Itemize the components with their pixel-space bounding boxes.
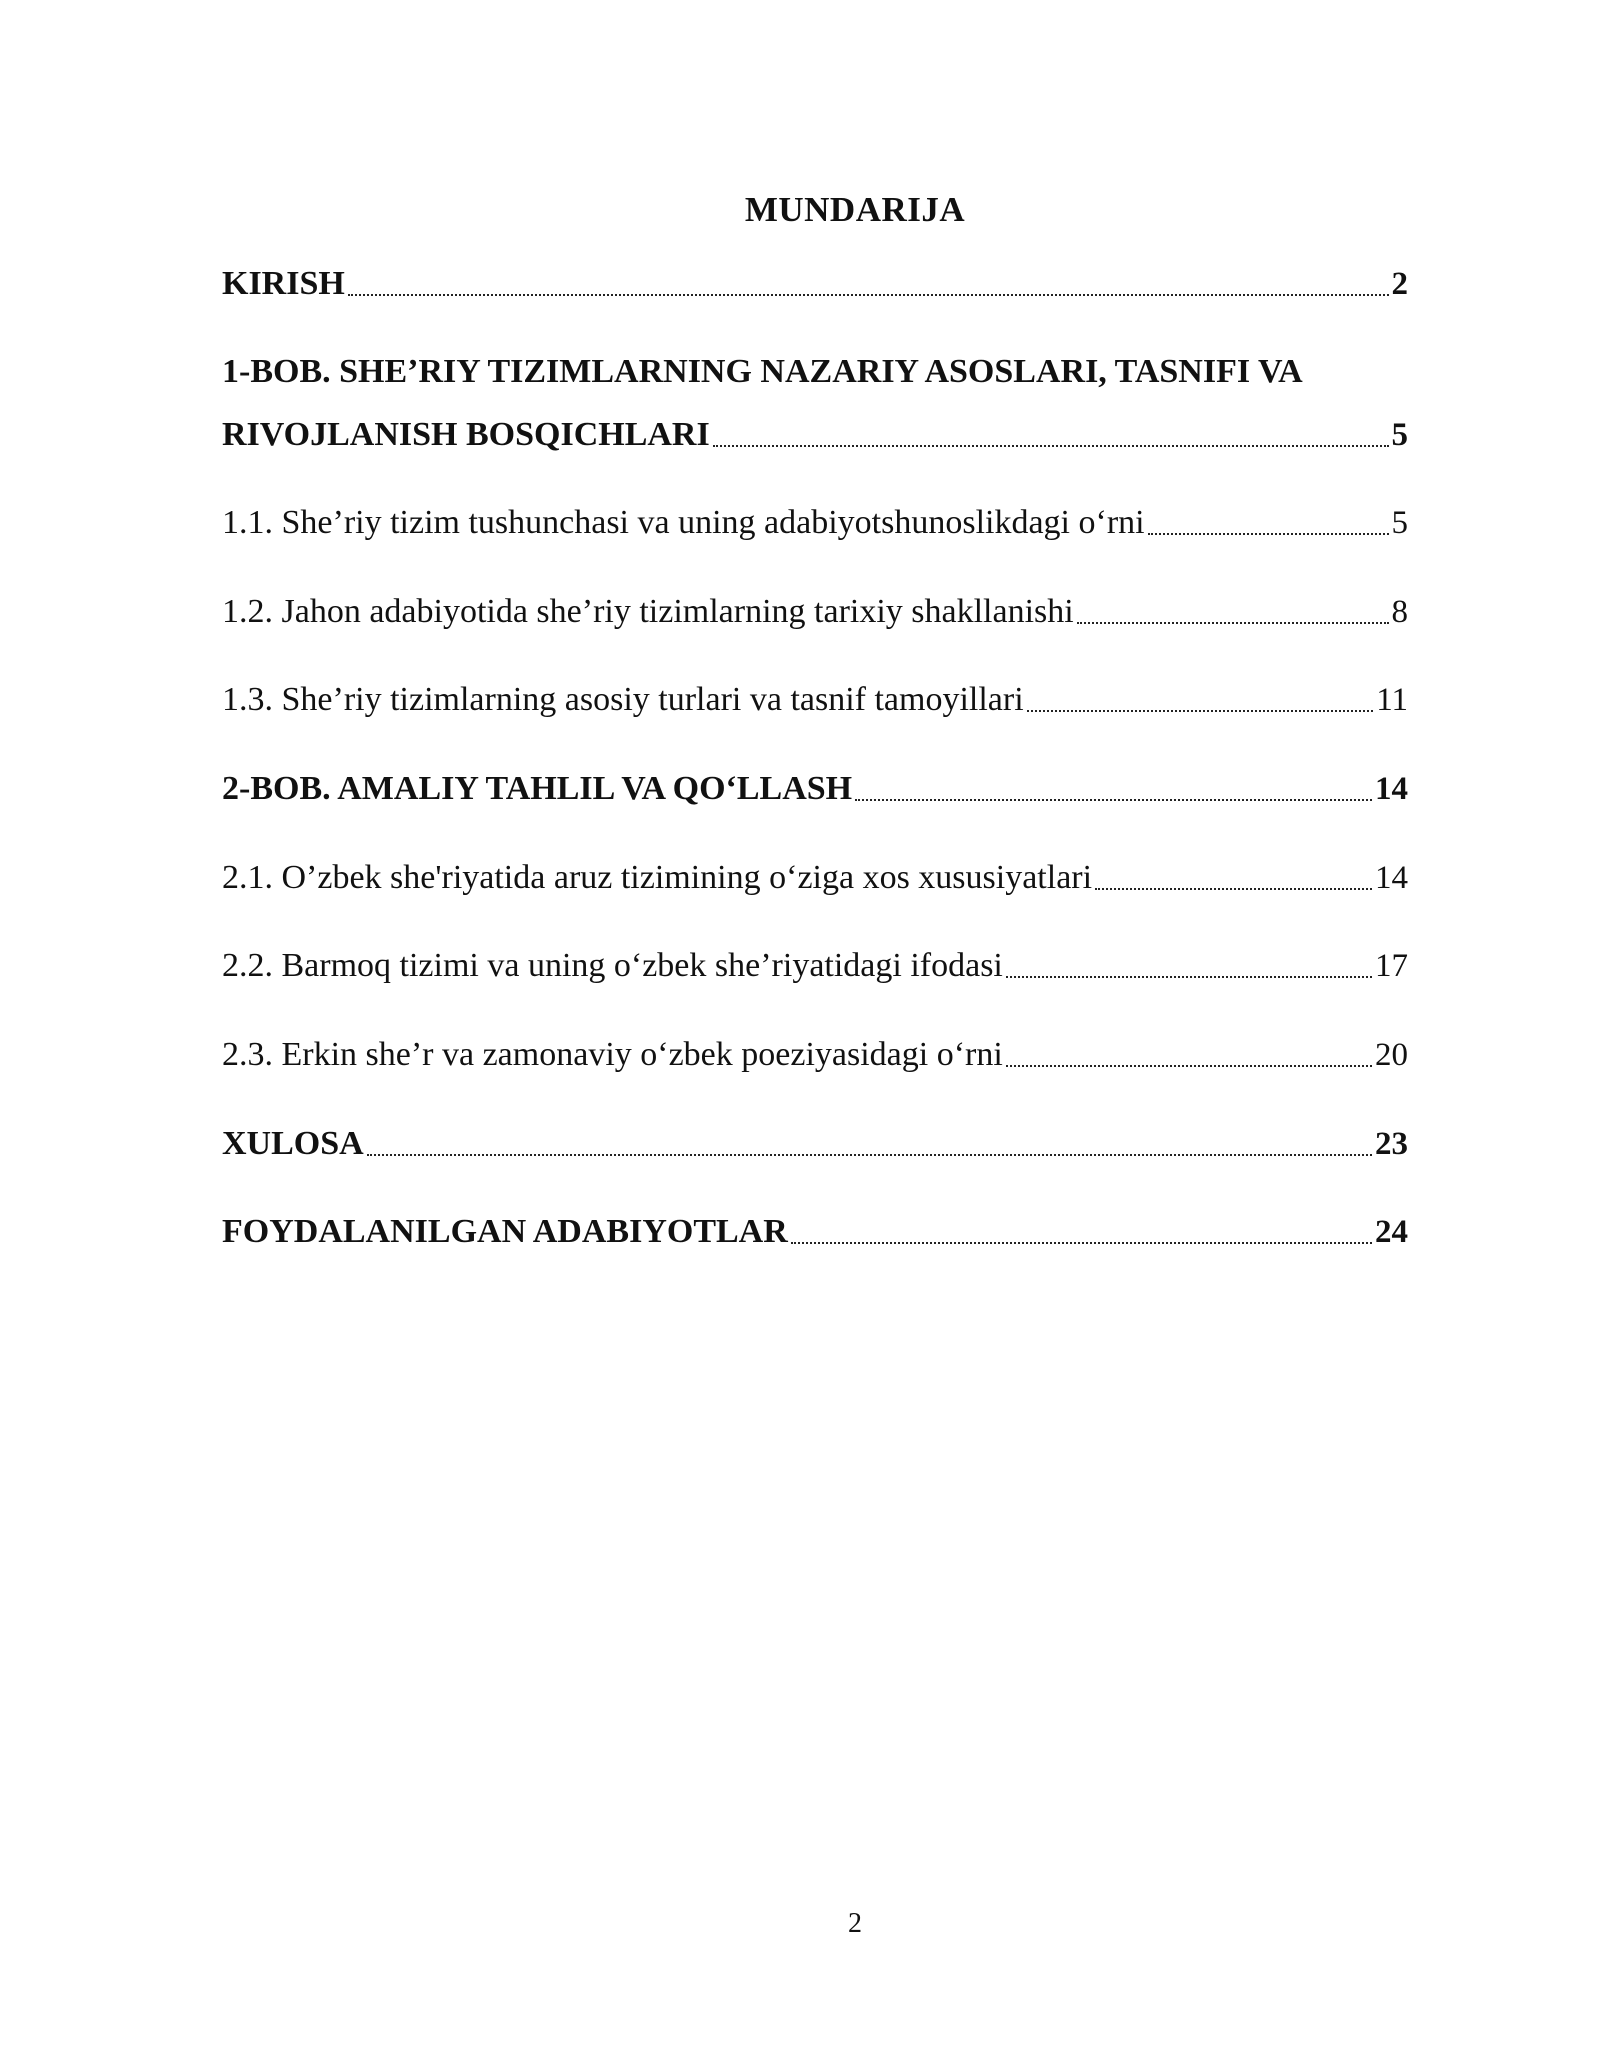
dot-leader xyxy=(1148,533,1389,535)
toc-entry-label: 2-BOB. AMALIY TAHLIL VA QO‘LLASH xyxy=(222,770,853,807)
toc-page-number: 14 xyxy=(1375,860,1408,896)
toc-entry-chapter2[interactable] xyxy=(222,767,1408,811)
toc-page-number: 23 xyxy=(1375,1126,1408,1162)
toc-entry-section-1-3[interactable] xyxy=(222,678,1408,722)
page-number-footer: 2 xyxy=(848,1908,862,1939)
dot-leader xyxy=(1077,622,1389,624)
table-of-contents xyxy=(222,262,1408,1254)
toc-entry-chapter1[interactable] xyxy=(222,350,1408,457)
toc-entry-label: 1.1. She’riy tizim tushunchasi va uning adabiyotshunoslikdagi o‘rni xyxy=(222,504,1145,541)
dot-leader xyxy=(791,1242,1372,1244)
toc-entry-section-1-2[interactable] xyxy=(222,590,1408,634)
dot-leader xyxy=(367,1154,1372,1156)
toc-entry-section-2-1[interactable] xyxy=(222,856,1408,900)
dot-leader xyxy=(713,445,1389,447)
toc-page-number: 5 xyxy=(1391,417,1408,453)
toc-entry-label: 1.3. She’riy tizimlarning asosiy turlari va tasnif tamoyillari xyxy=(222,681,1024,718)
toc-page-number: 11 xyxy=(1376,682,1408,718)
dot-leader xyxy=(348,294,1389,296)
toc-entry-label: 2.2. Barmoq tizimi va uning o‘zbek she’riyatidagi ifodasi xyxy=(222,947,1003,984)
toc-entry-label: KIRISH xyxy=(222,265,345,302)
dot-leader xyxy=(1006,1065,1372,1067)
dot-leader xyxy=(1006,976,1372,978)
toc-entry-label-line1: 1-BOB. SHE’RIY TIZIMLARNING NAZARIY ASOSLARI, TASNIFI VA xyxy=(222,353,1303,390)
toc-entry-kirish[interactable] xyxy=(222,262,1408,306)
toc-entry-label: 1.2. Jahon adabiyotida she’riy tizimlarning tarixiy shakllanishi xyxy=(222,593,1074,630)
toc-page-number: 20 xyxy=(1375,1037,1408,1073)
toc-entry-xulosa[interactable] xyxy=(222,1122,1408,1166)
toc-entry-label: FOYDALANILGAN ADABIYOTLAR xyxy=(222,1213,788,1250)
toc-page-number: 14 xyxy=(1375,771,1408,807)
toc-entry-chapter1-line2 xyxy=(222,413,1408,457)
toc-entry-section-2-2[interactable] xyxy=(222,944,1408,988)
dot-leader xyxy=(1027,710,1374,712)
dot-leader xyxy=(1095,888,1372,890)
dot-leader xyxy=(855,799,1372,801)
toc-entry-label-line2: RIVOJLANISH BOSQICHLARI xyxy=(222,416,710,453)
toc-page-number: 2 xyxy=(1391,266,1408,302)
toc-page-number: 17 xyxy=(1375,948,1408,984)
toc-page-number: 24 xyxy=(1375,1214,1408,1250)
toc-entry-section-2-3[interactable] xyxy=(222,1033,1408,1077)
toc-entry-label: 2.1. O’zbek she'riyatida aruz tizimining o‘ziga xos xususiyatlari xyxy=(222,859,1093,896)
toc-entry-label: XULOSA xyxy=(222,1125,364,1162)
toc-page-number: 8 xyxy=(1391,594,1408,630)
toc-entry-references[interactable] xyxy=(222,1210,1408,1254)
toc-entry-section-1-1[interactable] xyxy=(222,501,1408,545)
toc-page-number: 5 xyxy=(1391,505,1408,541)
toc-entry-label: 2.3. Erkin she’r va zamonaviy o‘zbek poeziyasidagi o‘rni xyxy=(222,1036,1003,1073)
toc-title: MUNDARIJA xyxy=(744,190,966,229)
